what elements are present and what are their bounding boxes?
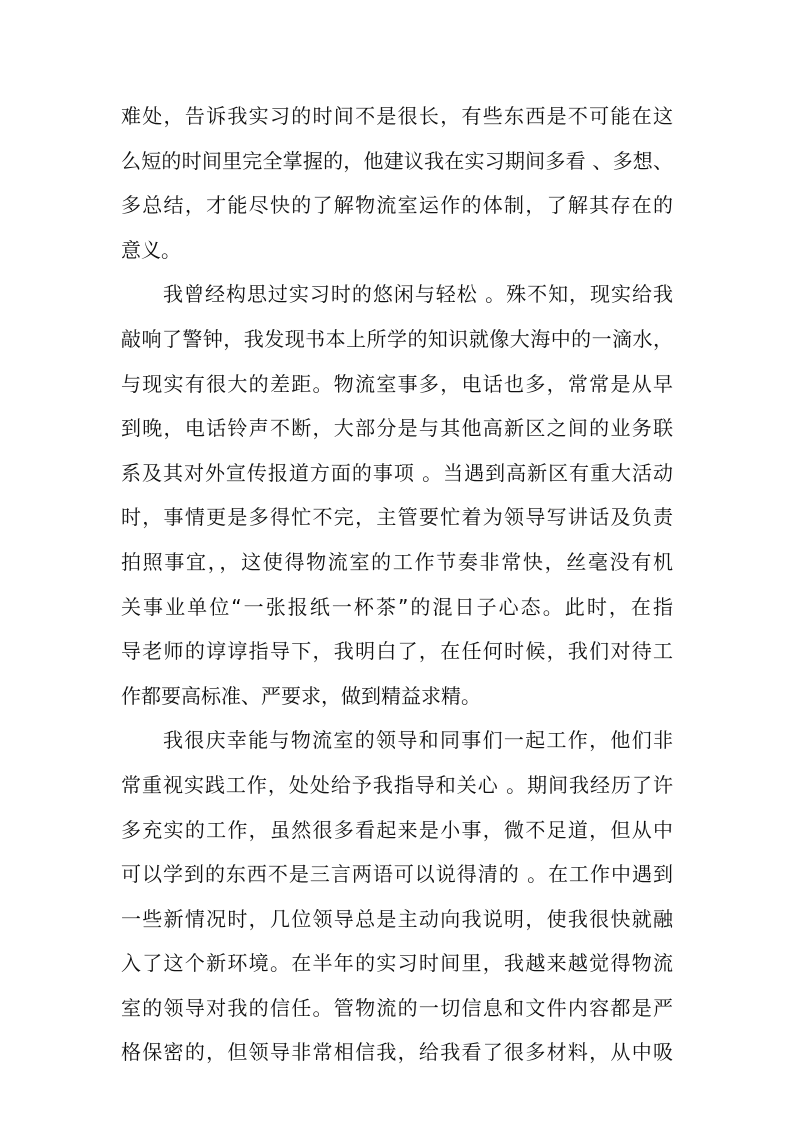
- text-line: 导老师的谆谆指导下，我明白了，在任何时候，我们对待工: [121, 639, 673, 664]
- text-line: 一些新情况时，几位领导总是主动向我说明，使我很快就融: [121, 906, 673, 931]
- text-line: 时，事情更是多得忙不完，主管要忙着为领导写讲话及负责: [121, 505, 673, 530]
- text-line: 敲响了警钟，我发现书本上所学的知识就像大海中的一滴水，: [121, 326, 673, 351]
- text-line: 我很庆幸能与物流室的领导和同事们一起工作，他们非: [163, 728, 673, 753]
- document-page: [121, 94, 673, 1075]
- text-line: 么短的时间里完全掌握的，他建议我在实习期间多看 、多想、: [121, 148, 673, 173]
- text-line: 与现实有很大的差距。物流室事多，电话也多，常常是从早: [121, 371, 673, 396]
- paragraph: [121, 718, 673, 1075]
- text-line: 多总结，才能尽快的了解物流室运作的体制，了解其存在的: [121, 193, 673, 218]
- text-line: 我曾经构思过实习时的悠闲与轻松 。殊不知，现实给我: [163, 282, 673, 307]
- text-line: 室的领导对我的信任。管物流的一切信息和文件内容都是严: [121, 995, 673, 1020]
- text-line: 难处，告诉我实习的时间不是很长，有些东西是不可能在这: [121, 104, 673, 128]
- text-line: 多充实的工作，虽然很多看起来是小事，微不足道，但从中: [121, 817, 673, 842]
- text-line: 拍照事宜，，这使得物流室的工作节奏非常快，丝毫没有机: [121, 549, 673, 574]
- paragraph: [121, 94, 673, 272]
- text-line: 关事业单位“一张报纸一杯茶”的混日子心态。此时，在指: [121, 594, 673, 619]
- text-line: 到晚，电话铃声不断，大部分是与其他高新区之间的业务联: [121, 416, 673, 441]
- text-line: 格保密的，但领导非常相信我，给我看了很多材料，从中吸: [121, 1040, 673, 1065]
- paragraph: [121, 272, 673, 718]
- text-line: 常重视实践工作，处处给予我指导和关心 。期间我经历了许: [121, 772, 673, 797]
- text-line: 系及其对外宣传报道方面的事项 。当遇到高新区有重大活动: [121, 460, 673, 485]
- text-line: 入了这个新环境。在半年的实习时间里，我越来越觉得物流: [121, 951, 673, 976]
- text-line: 可以学到的东西不是三言两语可以说得清的 。在工作中遇到: [121, 862, 673, 887]
- text-line: 作都要高标准、严要求，做到精益求精。: [121, 683, 481, 708]
- text-line: 意义。: [121, 237, 181, 262]
